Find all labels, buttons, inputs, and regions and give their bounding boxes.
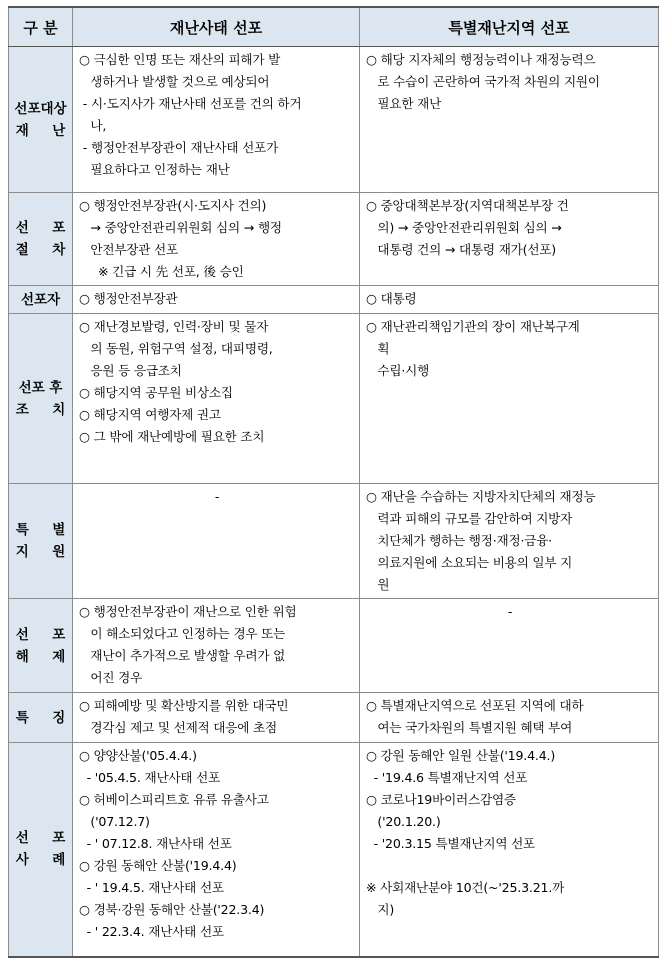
cell-disaster-declaration-feature [73,693,360,743]
row-label-line: 선포 후 [18,379,63,396]
row-label-line: 선 포 [15,830,66,847]
header-row [9,7,659,47]
cell-disaster-declaration-followup [73,314,360,484]
disaster-declaration-line: 안전부장관 선포 [79,242,178,257]
disaster-declaration-line: 의 동원, 위험구역 설정, 대피명령, [79,341,273,356]
disaster-declaration-line: - '05.4.5. 재난사태 선포 [79,770,221,785]
cell-special-disaster-area-release [360,599,659,693]
header-category: 구 분 [9,7,73,47]
header-disaster-declaration: 재난사태 선포 [73,7,360,47]
row-label-line: 선 포 [15,220,66,236]
row-label-line: 사 례 [15,852,66,869]
special-disaster-area-line: ○ 대통령 [366,291,417,306]
disaster-declaration-line: 필요하다고 인정하는 재난 [79,162,230,177]
special-disaster-area-line: 치단체가 행하는 행정·재정·금융· [366,533,552,548]
cell-special-disaster-area-cases [360,743,659,957]
special-disaster-area-line: - '19.4.6 특별재난지역 선포 [366,770,528,785]
special-disaster-area-line: ○ 코로나19바이러스감염증 [366,792,516,807]
cell-special-disaster-area-feature [360,693,659,743]
special-disaster-area-line: ○ 강원 동해안 일원 산불('19.4.4.) [366,748,556,763]
disaster-declaration-line: ○ 경북·강원 동해안 산불('22.3.4) [79,902,265,917]
row-label-line: 지 원 [15,544,66,560]
header-special-disaster-area: 특별재난지역 선포 [360,7,659,47]
row-label-line: 재 난 [15,122,66,139]
special-disaster-area-line: 로 수습이 곤란하여 국가적 차원의 지원이 [366,74,600,89]
cell-disaster-declaration-target [73,47,360,193]
row-label-line: 절 차 [15,242,66,258]
row-label-line: 해 제 [15,648,66,665]
table-row-release [9,599,659,693]
row-label-followup [9,314,73,484]
special-disaster-area-line: 필요한 재난 [366,96,442,111]
cell-disaster-declaration-release [73,599,360,693]
table-row-target [9,47,659,193]
disaster-declaration-line: ○ 행정안전부장관(시·도지사 건의) [79,198,267,213]
row-label-line: 선포자 [20,291,61,308]
disaster-declaration-line: → 중앙안전관리위원회 심의 → 행정 [79,220,282,235]
special-disaster-area-line: 여는 국가차원의 특별지원 혜택 부여 [366,720,573,735]
special-disaster-area-line: ('20.1.20.) [366,814,441,829]
row-label-cases [9,743,73,957]
cell-disaster-declaration-declarer [73,286,360,314]
special-disaster-area-line: 의료지원에 소요되는 비용의 일부 지 [366,555,573,570]
disaster-declaration-line: - ' 07.12.8. 재난사태 선포 [79,836,232,851]
special-disaster-area-line: 지) [366,902,395,917]
cell-special-disaster-area-target [360,47,659,193]
special-disaster-area-line: 수립·시행 [366,363,430,378]
row-label-line: 특 징 [15,709,66,726]
comparison-table [8,6,659,958]
disaster-declaration-line: ○ 해당지역 여행자제 권고 [79,407,221,422]
row-label-declarer [9,286,73,314]
disaster-declaration-line: 생하거나 발생할 것으로 예상되어 [79,74,270,89]
disaster-declaration-line: 나, [79,118,107,133]
disaster-declaration-line: ○ 강원 동해안 산불('19.4.4) [79,858,237,873]
disaster-declaration-line: - 행정안전부장관이 재난사태 선포가 [79,140,279,155]
row-label-line: 선 포 [15,626,66,643]
row-label-feature [9,693,73,743]
disaster-declaration-line: ○ 양양산불('05.4.4.) [79,748,197,763]
disaster-declaration-line: ○ 행정안전부장관 [79,291,178,306]
special-disaster-area-line: ○ 해당 지자체의 행정능력이나 재정능력으 [366,52,596,67]
special-disaster-area-line: 원 [366,577,390,592]
special-disaster-area-line [366,855,654,877]
disaster-declaration-line: - 시·도지사가 재난사태 선포를 건의 하거 [79,96,302,111]
table-row-declarer [9,286,659,314]
special-disaster-area-line: ○ 중앙대책본부장(지역대책본부장 건 [366,198,569,213]
cell-special-disaster-area-procedure [360,193,659,286]
special-disaster-area-line: ○ 재난을 수습하는 지방자치단체의 재정능 [366,489,596,504]
disaster-declaration-line: ○ 그 밖에 재난예방에 필요한 조치 [79,429,265,444]
special-disaster-area-line: ○ 재난관리책임기관의 장이 재난복구계 [366,319,580,334]
table-row-feature [9,693,659,743]
comparison-table-container [8,6,658,958]
row-label-line: 특 별 [15,522,66,538]
cell-special-disaster-area-declarer [360,286,659,314]
special-disaster-area-line: ※ 사회재난분야 10건(~'25.3.21.까 [366,880,565,895]
cell-disaster-declaration-procedure [73,193,360,286]
disaster-declaration-line: ○ 재난경보발령, 인력·장비 및 물자 [79,319,269,334]
row-label-line: 선포대상 [14,100,67,117]
disaster-declaration-line: - ' 22.3.4. 재난사태 선포 [79,924,224,939]
cell-disaster-declaration-support [73,484,360,599]
special-disaster-area-line: - [507,604,513,619]
table-body [9,47,659,957]
special-disaster-area-line: 의) → 중앙안전관리위원회 심의 → [366,220,562,235]
disaster-declaration-line: 응원 등 응급조치 [79,363,182,378]
cell-disaster-declaration-cases [73,743,360,957]
special-disaster-area-line: ○ 특별재난지역으로 선포된 지역에 대하 [366,698,584,713]
disaster-declaration-line: ○ 해당지역 공무원 비상소집 [79,385,233,400]
row-label-target [9,47,73,193]
disaster-declaration-line: - [214,489,220,504]
row-label-procedure [9,193,73,286]
disaster-declaration-line: 어진 경우 [79,670,143,685]
table-row-cases [9,743,659,957]
disaster-declaration-line: ○ 극심한 인명 또는 재산의 피해가 발 [79,52,281,67]
special-disaster-area-line: 력과 피해의 규모를 감안하여 지방자 [366,511,573,526]
disaster-declaration-line: ○ 피해예방 및 확산방지를 위한 대국민 [79,698,289,713]
disaster-declaration-line: ○ 허베이스피리트호 유류 유출사고 [79,792,269,807]
special-disaster-area-line: - '20.3.15 특별재난지역 선포 [366,836,536,851]
disaster-declaration-line: ('07.12.7) [79,814,150,829]
special-disaster-area-line: 대통령 건의 → 대통령 재가(선포) [366,242,556,257]
table-row-support [9,484,659,599]
disaster-declaration-line: ○ 행정안전부장관이 재난으로 인한 위험 [79,604,297,619]
cell-special-disaster-area-support [360,484,659,599]
row-label-support [9,484,73,599]
special-disaster-area-line: 획 [366,341,390,356]
row-label-line: 조 치 [15,401,66,418]
table-row-followup [9,314,659,484]
cell-special-disaster-area-followup [360,314,659,484]
disaster-declaration-line: - ' 19.4.5. 재난사태 선포 [79,880,224,895]
row-label-release [9,599,73,693]
disaster-declaration-line: 경각심 제고 및 선제적 대응에 초점 [79,720,277,735]
table-row-procedure [9,193,659,286]
disaster-declaration-line: ※ 긴급 시 先 선포, 後 승인 [79,264,244,279]
disaster-declaration-line: 재난이 추가적으로 발생할 우려가 없 [79,648,286,663]
disaster-declaration-line: 이 해소되었다고 인정하는 경우 또는 [79,626,286,641]
